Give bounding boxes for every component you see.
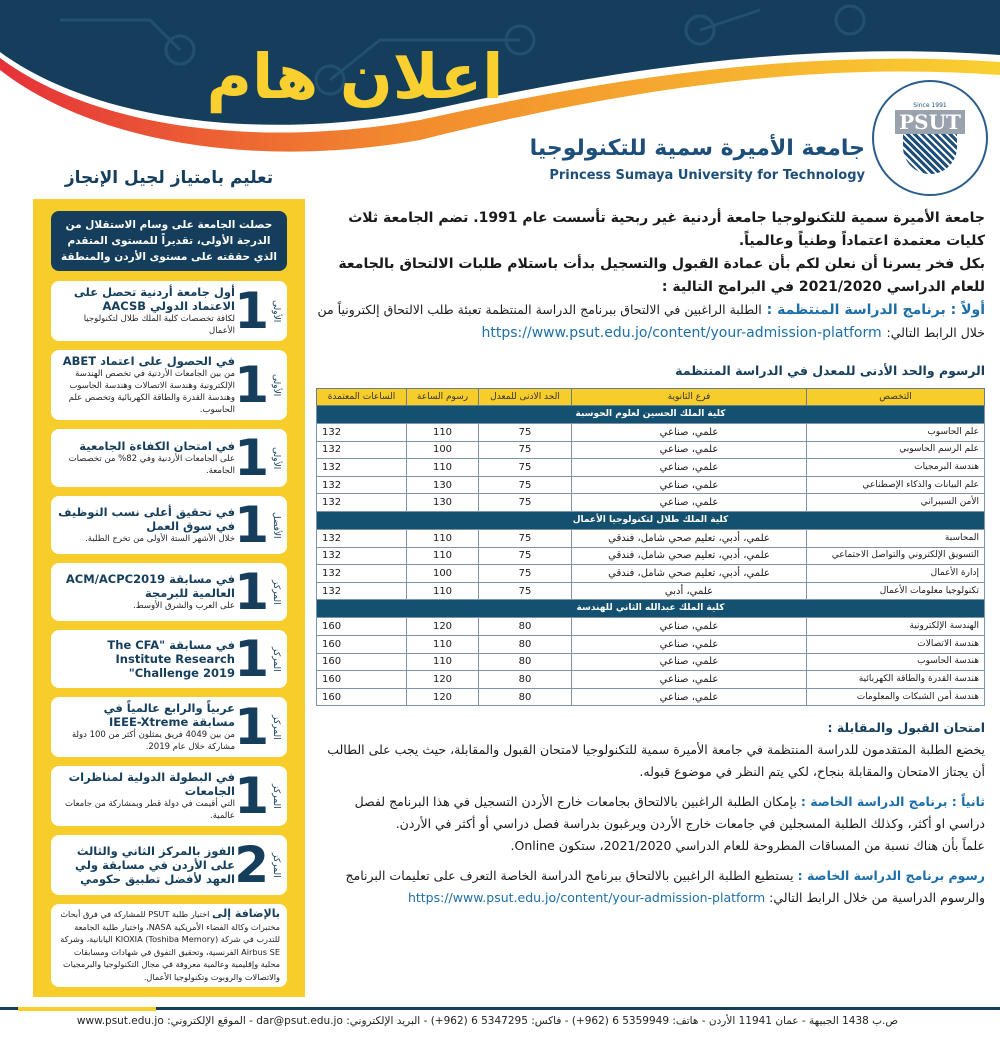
achievement-title: في الحصول على اعتماد ABET	[62, 354, 235, 368]
exam-text: يخضع الطلبة المتقدمون للدراسة المنتظمة في جامعة الأميرة سمية للتكنولوجيا لامتحان القبول والمقابلة، حيث يجب على الطالب أن يجتاز الامتحان والمقابلة بنجاح، لكي يتم النظر في موضوع قبوله.	[327, 742, 985, 780]
rank-number: 1	[234, 630, 269, 688]
branch-cell: علمي، صناعي	[572, 618, 807, 636]
achievement-detail: خلال الأشهر الستة الأولى من تخرج الطلبة.	[85, 534, 235, 544]
credit-hours-cell: 132	[317, 476, 407, 494]
achievement-card	[51, 350, 287, 420]
achievement-card	[51, 697, 287, 757]
hour-fee-cell: 110	[407, 582, 479, 600]
major-cell: علم الرسم الحاسوبي	[807, 441, 985, 459]
min-average-cell: 80	[479, 688, 572, 706]
min-average-cell: 75	[479, 565, 572, 583]
credit-hours-cell: 132	[317, 424, 407, 442]
achievement-card	[51, 281, 287, 341]
admission-link[interactable]: https://www.psut.edu.jo/content/your-admission-platform	[481, 325, 882, 341]
hour-fee-cell: 110	[407, 529, 479, 547]
table-row	[317, 688, 985, 706]
regular-program-label: أولاً : برنامج الدراسة المنتظمة :	[766, 302, 985, 318]
column-header: التخصص	[807, 389, 985, 406]
table-row	[317, 494, 985, 512]
table-row	[317, 459, 985, 477]
achievement-text	[57, 770, 235, 822]
major-cell: تكنولوجيا معلومات الأعمال	[807, 582, 985, 600]
hour-fee-cell: 100	[407, 441, 479, 459]
branch-cell: علمي، صناعي	[572, 459, 807, 477]
branch-cell: علمي، أدبي، تعليم صحي شامل، فندقي	[572, 565, 807, 583]
credit-hours-cell: 160	[317, 635, 407, 653]
hour-fee-cell: 110	[407, 459, 479, 477]
special-program-text: بإمكان الطلبة الراغبين بالالتحاق بجامعات خارج الأردن التسجيل في هذا البرنامج لفصل دراسي او أكثر، وكذلك الطلبة المسجلين في جامعات خارج الأردن ويرغبون بدراسة فصل دراسي أو أكثر في الأردن.	[354, 794, 985, 832]
credit-hours-cell: 132	[317, 529, 407, 547]
credit-hours-cell: 160	[317, 671, 407, 689]
special-fees-text: يستطيع الطلبة الراغبين بالالتحاق ببرنامج الدراسة الخاصة التعرف على تعليمات البرنامج والرسوم الدراسية من خلال الرابط التالي:	[345, 868, 985, 906]
exam-title: امتحان القبول والمقابلة :	[827, 720, 985, 736]
college-name: كلية الملك الحسين لعلوم الحوسبة	[317, 406, 985, 424]
min-average-cell: 75	[479, 547, 572, 565]
footer-contact: ص.ب 1438 الجبيهة - عمان 11941 الأردن - هاتف: 5359949 6 (962+) - فاكس: 5347295 6 (962+) - البريد الإلكتروني: dar@psut.edu.jo - الموقع الإلكتروني: www.psut.edu.jo	[76, 1015, 899, 1027]
rank-number: 1	[234, 698, 269, 756]
hour-fee-cell: 110	[407, 547, 479, 565]
achievement-text	[57, 505, 235, 545]
min-average-cell: 75	[479, 529, 572, 547]
credit-hours-cell: 132	[317, 494, 407, 512]
achievement-detail: من بين الجامعات الأردنية في تخصص الهندسة الإلكترونية وهندسة الاتصالات وهندسة الحاسوب وهندسة القدرة والطاقة الكهربائية وتخصص علم الحاسوب.	[68, 369, 235, 415]
branch-cell: علمي، صناعي	[572, 441, 807, 459]
rank-number: 1	[234, 767, 269, 825]
college-row	[317, 600, 985, 618]
achievement-text	[57, 285, 235, 337]
major-cell: هندسة الحاسوب	[807, 653, 985, 671]
intro-paragraph-1: جامعة الأميرة سمية للتكنولوجيا جامعة أردنية غير ربحية تأسست عام 1991. تضم الجامعة ثلاث كليات معتمدة اعتماداً وطنياً وعالمياً.	[348, 210, 985, 249]
footer-accent	[18, 1007, 156, 1011]
tagline: تعليم بامتياز لجيل الإنجاز	[64, 168, 274, 188]
fees-table	[316, 388, 985, 706]
column-header: الساعات المعتمدة	[317, 389, 407, 406]
min-average-cell: 75	[479, 441, 572, 459]
logo-since: Since 1991	[913, 102, 947, 109]
hour-fee-cell: 110	[407, 424, 479, 442]
extra-text: اختيار طلبة PSUT للمشاركة في فرق أبحاث مختبرات وكالة الفضاء الأمريكية NASA، واختيار طلبة الجامعة للتدرب في شركة KIOXIA (Toshiba Memory) اليابانية، وشركة Airbus SE الفرنسية، وتحقيق التفوق في شهادات ومسابقات محلية وإقليمية وعالمية معروفة في مجال التكنولوجيا والبرمجيات والاتصالات والروبوت وتكنولوجيا الأعمال.	[60, 909, 280, 982]
hour-fee-cell: 100	[407, 565, 479, 583]
branch-cell: علمي، صناعي	[572, 494, 807, 512]
achievement-title: أول جامعة أردنية تحصل على الاعتماد الدولي AACSB	[73, 285, 235, 313]
achievement-text	[57, 638, 235, 680]
achievement-title: في مسابقة "The CFA Institute Research Challenge 2019"	[107, 638, 235, 680]
branch-cell: علمي، صناعي	[572, 476, 807, 494]
rank-number: 1	[234, 563, 269, 621]
achievement-detail: لكافة تخصصات كلية الملك طلال لتكنولوجيا الأعمال	[83, 314, 235, 336]
branch-cell: علمي، صناعي	[572, 671, 807, 689]
main-content	[317, 207, 985, 909]
major-cell: الأمن السيبراني	[807, 494, 985, 512]
major-cell: التسويق الإلكتروني والتواصل الاجتماعي	[807, 547, 985, 565]
hour-fee-cell: 110	[407, 653, 479, 671]
table-title: الرسوم والحد الأدنى للمعدل في الدراسة المنتظمة	[675, 363, 985, 378]
table-row	[317, 476, 985, 494]
major-cell: هندسة أمن الشبكات والمعلومات	[807, 688, 985, 706]
hour-fee-cell: 120	[407, 618, 479, 636]
rank-label: الأولى	[271, 446, 281, 470]
achievement-detail: من بين 4049 فريق يمثلون أكثر من 100 دولة مشاركة خلال عام 2019.	[71, 730, 235, 752]
table-row	[317, 424, 985, 442]
achievement-detail: على الجامعات الأردنية وفي 82% من تخصصات الجامعة.	[68, 454, 235, 476]
rank-label: المركز	[271, 714, 281, 740]
min-average-cell: 80	[479, 618, 572, 636]
rank-label: الأفضل	[271, 511, 281, 539]
major-cell: هندسة القدرة والطاقة الكهربائية	[807, 671, 985, 689]
online-note: علماً بأن هناك نسبة من المساقات المطروحة للعام الدراسي 2021/2020، ستكون Online.	[510, 838, 985, 854]
psut-logo	[872, 80, 988, 196]
rank-number: 2	[234, 836, 269, 894]
achievement-title: عربياً والرابع عالمياً في مسابقة IEEE-Xtreme	[103, 701, 235, 729]
rank-number: 1	[234, 282, 269, 340]
credit-hours-cell: 160	[317, 653, 407, 671]
special-fees-link[interactable]: https://www.psut.edu.jo/content/your-admission-platform	[407, 890, 766, 906]
table-row	[317, 618, 985, 636]
rank-label: المركز	[271, 646, 281, 672]
branch-cell: علمي، أدبي	[572, 582, 807, 600]
college-row	[317, 406, 985, 424]
table-row	[317, 565, 985, 583]
hour-fee-cell: 120	[407, 671, 479, 689]
rank-label: المركز	[271, 579, 281, 605]
credit-hours-cell: 160	[317, 688, 407, 706]
credit-hours-cell: 132	[317, 565, 407, 583]
intro-paragraph-2: بكل فخر يسرنا أن نعلن لكم بأن عمادة القبول والتسجيل بدأت باستلام طلبات الالتحاق بالجامعة للعام الدراسي 2021/2020 في البرامج التالية :	[338, 256, 985, 295]
rank-label: الأولى	[271, 373, 281, 397]
branch-cell: علمي، صناعي	[572, 424, 807, 442]
hour-fee-cell: 130	[407, 476, 479, 494]
major-cell: المحاسبة	[807, 529, 985, 547]
branch-cell: علمي، صناعي	[572, 653, 807, 671]
credit-hours-cell: 132	[317, 441, 407, 459]
college-name: كلية الملك طلال لتكنولوجيا الأعمال	[317, 511, 985, 529]
branch-cell: علمي، صناعي	[572, 635, 807, 653]
column-header: الحد الادنى للمعدل	[479, 389, 572, 406]
major-cell: علم الحاسوب	[807, 424, 985, 442]
rank-number: 1	[234, 429, 269, 487]
min-average-cell: 75	[479, 424, 572, 442]
achievement-list	[51, 281, 287, 895]
branch-cell: علمي، أدبي، تعليم صحي شامل، فندقي	[572, 547, 807, 565]
extra-lead: بالإضافة إلى	[212, 907, 280, 920]
min-average-cell: 75	[479, 494, 572, 512]
table-row	[317, 671, 985, 689]
achievement-text	[57, 354, 235, 416]
achievement-card	[51, 496, 287, 554]
table-row	[317, 441, 985, 459]
medal-intro: حصلت الجامعة على وسام الاستقلال من الدرجة الأولى، تقديراً للمستوى المتقدم الذي حققته على مستوى الأردن والمنطقة	[51, 211, 287, 271]
achievement-text	[57, 844, 235, 886]
additional-achievements	[51, 904, 287, 987]
achievement-card	[51, 766, 287, 826]
credit-hours-cell: 132	[317, 459, 407, 477]
branch-cell: علمي، أدبي، تعليم صحي شامل، فندقي	[572, 529, 807, 547]
credit-hours-cell: 132	[317, 547, 407, 565]
achievement-text	[57, 439, 235, 477]
min-average-cell: 80	[479, 635, 572, 653]
achievement-title: الفوز بالمركز الثاني والثالث على الأردن في مسابقة ولي العهد لأفضل تطبيق حكومي	[74, 844, 235, 886]
min-average-cell: 80	[479, 671, 572, 689]
hour-fee-cell: 120	[407, 688, 479, 706]
table-row	[317, 635, 985, 653]
major-cell: هندسة الاتصالات	[807, 635, 985, 653]
hour-fee-cell: 110	[407, 635, 479, 653]
college-name: كلية الملك عبدالله الثاني للهندسة	[317, 600, 985, 618]
achievement-card	[51, 835, 287, 895]
major-cell: الهندسة الإلكترونية	[807, 618, 985, 636]
rank-number: 1	[234, 496, 269, 554]
achievement-detail: التي أقيمت في دولة قطر وبمشاركة من جامعات عالمية.	[64, 799, 235, 821]
special-program-label: ثانياً : برنامج الدراسة الخاصة :	[800, 794, 985, 810]
table-row	[317, 547, 985, 565]
rank-label: الأولى	[271, 299, 281, 323]
credit-hours-cell: 160	[317, 618, 407, 636]
achievements-sidebar	[33, 199, 305, 997]
min-average-cell: 80	[479, 653, 572, 671]
table-row	[317, 529, 985, 547]
column-header: رسوم الساعة	[407, 389, 479, 406]
achievement-title: في تحقيق أعلى نسب التوظيف في سوق العمل	[58, 505, 235, 533]
hour-fee-cell: 130	[407, 494, 479, 512]
major-cell: إدارة الأعمال	[807, 565, 985, 583]
table-row	[317, 653, 985, 671]
achievement-title: في امتحان الكفاءة الجامعية	[79, 439, 235, 453]
rank-label: المركز	[271, 783, 281, 809]
achievement-detail: على العرب والشرق الأوسط.	[133, 601, 235, 611]
achievement-title: في البطولة الدولية لمناظرات الجامعات	[68, 770, 235, 798]
branch-cell: علمي، صناعي	[572, 688, 807, 706]
min-average-cell: 75	[479, 476, 572, 494]
header	[0, 0, 1000, 199]
university-name-ar: جامعة الأميرة سمية للتكنولوجيا	[529, 136, 865, 161]
column-header: فرع الثانوية	[572, 389, 807, 406]
major-cell: علم البيانات والذكاء الإصطناعي	[807, 476, 985, 494]
achievement-card	[51, 630, 287, 688]
table-row	[317, 582, 985, 600]
logo-pattern	[903, 134, 957, 174]
major-cell: هندسة البرمجيات	[807, 459, 985, 477]
min-average-cell: 75	[479, 582, 572, 600]
achievement-text	[57, 701, 235, 753]
college-row	[317, 511, 985, 529]
rank-number: 1	[234, 356, 269, 414]
achievement-card	[51, 563, 287, 621]
achievement-text	[57, 572, 235, 612]
credit-hours-cell: 132	[317, 582, 407, 600]
announcement-title: اعلان هام	[206, 40, 504, 113]
achievement-title: في مسابقة ACM/ACPC2019 العالمية للبرمجة	[65, 572, 235, 600]
achievement-card	[51, 429, 287, 487]
logo-text: PSUT	[895, 110, 965, 134]
university-name-en: Princess Sumaya University for Technology	[549, 168, 865, 183]
footer	[0, 1007, 1000, 1039]
special-fees-label: رسوم برنامج الدراسة الخاصة :	[797, 868, 985, 884]
regular-program-text: الطلبة الراغبين في الالتحاق ببرنامج الدراسة المنتظمة تعبئة طلب الالتحاق إلكترونياً من خلال الرابط التالي:	[317, 302, 985, 340]
rank-label: المركز	[271, 852, 281, 878]
content	[0, 199, 1000, 997]
min-average-cell: 75	[479, 459, 572, 477]
